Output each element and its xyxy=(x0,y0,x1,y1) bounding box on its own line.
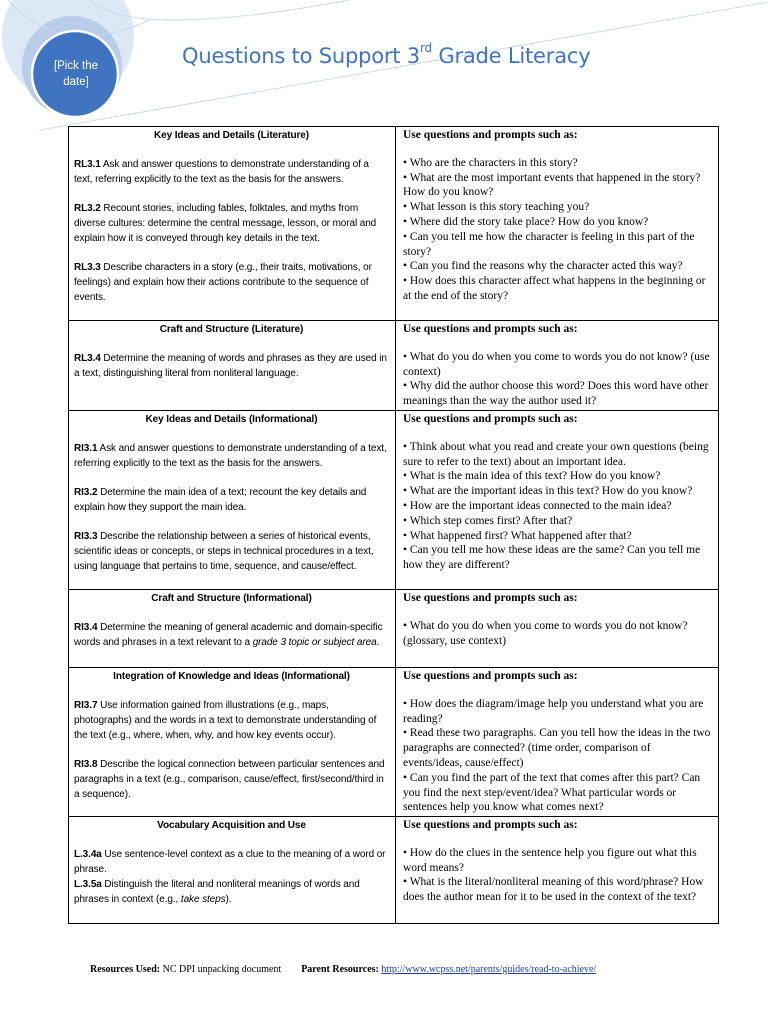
standard-item xyxy=(74,529,389,574)
title-text: Questions to Support 3 xyxy=(182,44,420,68)
standards-cell xyxy=(69,668,396,817)
section-title: Vocabulary Acquisition and Use xyxy=(157,820,306,831)
standards-cell xyxy=(69,321,396,411)
section-row xyxy=(69,321,719,411)
date-picker-placeholder[interactable] xyxy=(40,58,112,90)
standard-text: Ask and answer questions to demonstrate understanding of a text, referring explicitly to the text as the basis for the answers. xyxy=(74,443,387,469)
standard-code: RI3.4 xyxy=(74,622,98,633)
question-item: • Why did the author choose this word? Does this word have other meanings than the way the author used it? xyxy=(403,380,709,408)
section-row xyxy=(69,817,719,924)
question-item: • Can you tell me how these ideas are the same? Can you tell me how they are different? xyxy=(403,544,701,572)
standard-code: RI3.2 xyxy=(74,487,98,498)
title-superscript: rd xyxy=(419,41,432,55)
question-item: • How does the diagram/image help you understand what you are reading? xyxy=(403,697,704,725)
question-item: • What are the important ideas in this text? How do you know? xyxy=(403,485,693,498)
standard-item xyxy=(74,757,389,802)
standard-item xyxy=(74,351,389,381)
standard-item xyxy=(74,201,389,246)
section-title: Craft and Structure (Informational) xyxy=(151,593,312,604)
prompt-heading: Use questions and prompts such as: xyxy=(403,592,578,604)
standard-item xyxy=(74,485,389,515)
section-row xyxy=(69,668,719,817)
standard-text: Use sentence-level context as a clue to the meaning of a word or phrase. xyxy=(74,849,386,875)
prompt-heading: Use questions and prompts such as: xyxy=(403,670,578,682)
section-row xyxy=(69,590,719,668)
prompt-heading: Use questions and prompts such as: xyxy=(403,129,578,141)
section-title: Key Ideas and Details (Literature) xyxy=(154,130,309,141)
section-row xyxy=(69,127,719,321)
parent-resources-link[interactable]: http://www.wcpss.net/parents/guides/read-to-achieve/ xyxy=(381,964,597,975)
standard-item xyxy=(74,877,389,907)
standards-cell xyxy=(69,127,396,321)
standard-text-italic: take steps xyxy=(180,894,226,905)
standard-code: RL3.4 xyxy=(74,353,101,364)
standard-item xyxy=(74,847,389,877)
parent-resources-label: Parent Resources: xyxy=(301,964,379,975)
standard-code: RL3.1 xyxy=(74,159,101,170)
questions-cell xyxy=(396,590,719,668)
title-text-end: Grade Literacy xyxy=(431,44,591,68)
standard-text: Determine the meaning of words and phrases as they are used in a text, distinguishing literal from nonliteral language. xyxy=(74,353,387,379)
question-item: • Who are the characters in this story? xyxy=(403,156,578,169)
section-title: Integration of Knowledge and Ideas (Informational) xyxy=(113,671,350,682)
standard-item xyxy=(74,260,389,305)
question-item: • What do you do when you come to words you do not know? (glossary, use context) xyxy=(403,619,688,647)
standard-code: RI3.8 xyxy=(74,759,98,770)
question-item: • Think about what you read and create your own questions (being sure to refer to the text) about an important idea. xyxy=(403,440,709,468)
date-placeholder-line1: [Pick the xyxy=(53,60,99,72)
question-item: • What lesson is this story teaching you? xyxy=(403,201,590,214)
section-title: Key Ideas and Details (Informational) xyxy=(145,414,318,425)
standards-cell xyxy=(69,590,396,668)
standard-text: Distinguish the literal and nonliteral meanings of words and phrases in context (e.g., xyxy=(74,879,360,905)
questions-cell xyxy=(396,127,719,321)
standard-text: Use information gained from illustrations (e.g., maps, photographs) and the words in a text to demonstrate understanding of the text (e.g., where, when, why, and how key events occur). xyxy=(74,700,377,741)
standard-text: Determine the main idea of a text; recount the key details and explain how they support the main idea. xyxy=(74,487,367,513)
questions-cell xyxy=(396,321,719,411)
questions-cell xyxy=(396,411,719,590)
question-item: • Which step comes first? After that? xyxy=(403,514,573,527)
standard-code: RI3.7 xyxy=(74,700,98,711)
section-row xyxy=(69,411,719,590)
standards-cell xyxy=(69,817,396,924)
standard-item xyxy=(74,620,389,650)
standard-text: Ask and answer questions to demonstrate understanding of a text, referring explicitly to the text as the basis for the answers. xyxy=(74,159,369,185)
standard-text: Describe the logical connection between particular sentences and paragraphs in a text (e.g., comparison, cause/effect, first/second/third in a sequence). xyxy=(74,759,385,800)
question-item: • What is the main idea of this text? How do you know? xyxy=(403,470,661,483)
standard-code: RI3.3 xyxy=(74,531,98,542)
standard-text: Describe characters in a story (e.g., their traits, motivations, or feelings) and explain how their actions contribute to the sequence of events. xyxy=(74,262,372,303)
resources-value: NC DPI unpacking document xyxy=(160,964,282,975)
question-item: • Can you find the part of the text that comes after this part? Can you find the next step/event/idea? What particular words or sentences help you know what comes next? xyxy=(403,771,701,814)
question-item: • Can you find the reasons why the character acted this way? xyxy=(403,260,683,273)
date-placeholder-line2: date] xyxy=(63,76,89,88)
prompt-heading: Use questions and prompts such as: xyxy=(403,413,578,425)
questions-cell xyxy=(396,668,719,817)
standard-code: RL3.2 xyxy=(74,203,101,214)
question-item: • What do you do when you come to words you do not know? (use context) xyxy=(403,350,710,378)
standard-code: L.3.4a xyxy=(74,849,102,860)
standard-text-tail: ). xyxy=(225,894,232,905)
questions-cell xyxy=(396,817,719,924)
question-item: • What are the most important events that happened in the story? How do you know? xyxy=(403,171,701,199)
question-item: • What happened first? What happened after that? xyxy=(403,529,632,542)
standards-cell xyxy=(69,411,396,590)
question-item: • Read these two paragraphs. Can you tell how the ideas in the two paragraphs are connected? (time order, comparison of events/ideas, cause/effect) xyxy=(403,727,711,769)
standard-item xyxy=(74,698,389,743)
standard-item xyxy=(74,441,389,471)
page-title xyxy=(182,41,591,68)
standard-text-tail: . xyxy=(376,637,380,648)
question-item: • How do the clues in the sentence help you figure out what this word means? xyxy=(403,846,697,874)
question-item: • How are the important ideas connected to the main idea? xyxy=(403,499,672,512)
prompt-heading: Use questions and prompts such as: xyxy=(403,323,578,335)
standard-text: Determine the meaning of general academic and domain-specific words and phrases in a text relevant to a xyxy=(74,622,383,648)
standard-text-italic: grade 3 topic or subject area xyxy=(252,637,377,648)
literacy-questions-table xyxy=(68,126,719,924)
standard-code: RI3.1 xyxy=(74,443,98,454)
prompt-heading: Use questions and prompts such as: xyxy=(403,819,578,831)
standard-code: RL3.3 xyxy=(74,262,101,273)
question-item: • Where did the story take place? How do you know? xyxy=(403,215,649,228)
standard-text: Describe the relationship between a series of historical events, scientific ideas or concepts, or steps in technical procedures in a text, using language that pertains to time, sequence, and cause/effect. xyxy=(74,531,374,572)
section-title: Craft and Structure (Literature) xyxy=(159,324,304,335)
header-decoration xyxy=(0,0,768,140)
standard-code: L.3.5a xyxy=(74,879,102,890)
footer xyxy=(90,964,596,975)
standard-text: Recount stories, including fables, folktales, and myths from diverse cultures: determine the central message, lesson, or moral and explain how it is conveyed through key details in the text. xyxy=(74,203,377,244)
question-item: • Can you tell me how the character is feeling in this part of the story? xyxy=(403,230,695,258)
resources-label: Resources Used: xyxy=(90,964,161,975)
question-item: • What is the literal/nonliteral meaning of this word/phrase? How does the author mean for it to be used in the context of the text? xyxy=(403,876,704,904)
question-item: • How does this character affect what happens in the beginning or at the end of the story? xyxy=(403,275,706,302)
standard-item xyxy=(74,157,389,187)
